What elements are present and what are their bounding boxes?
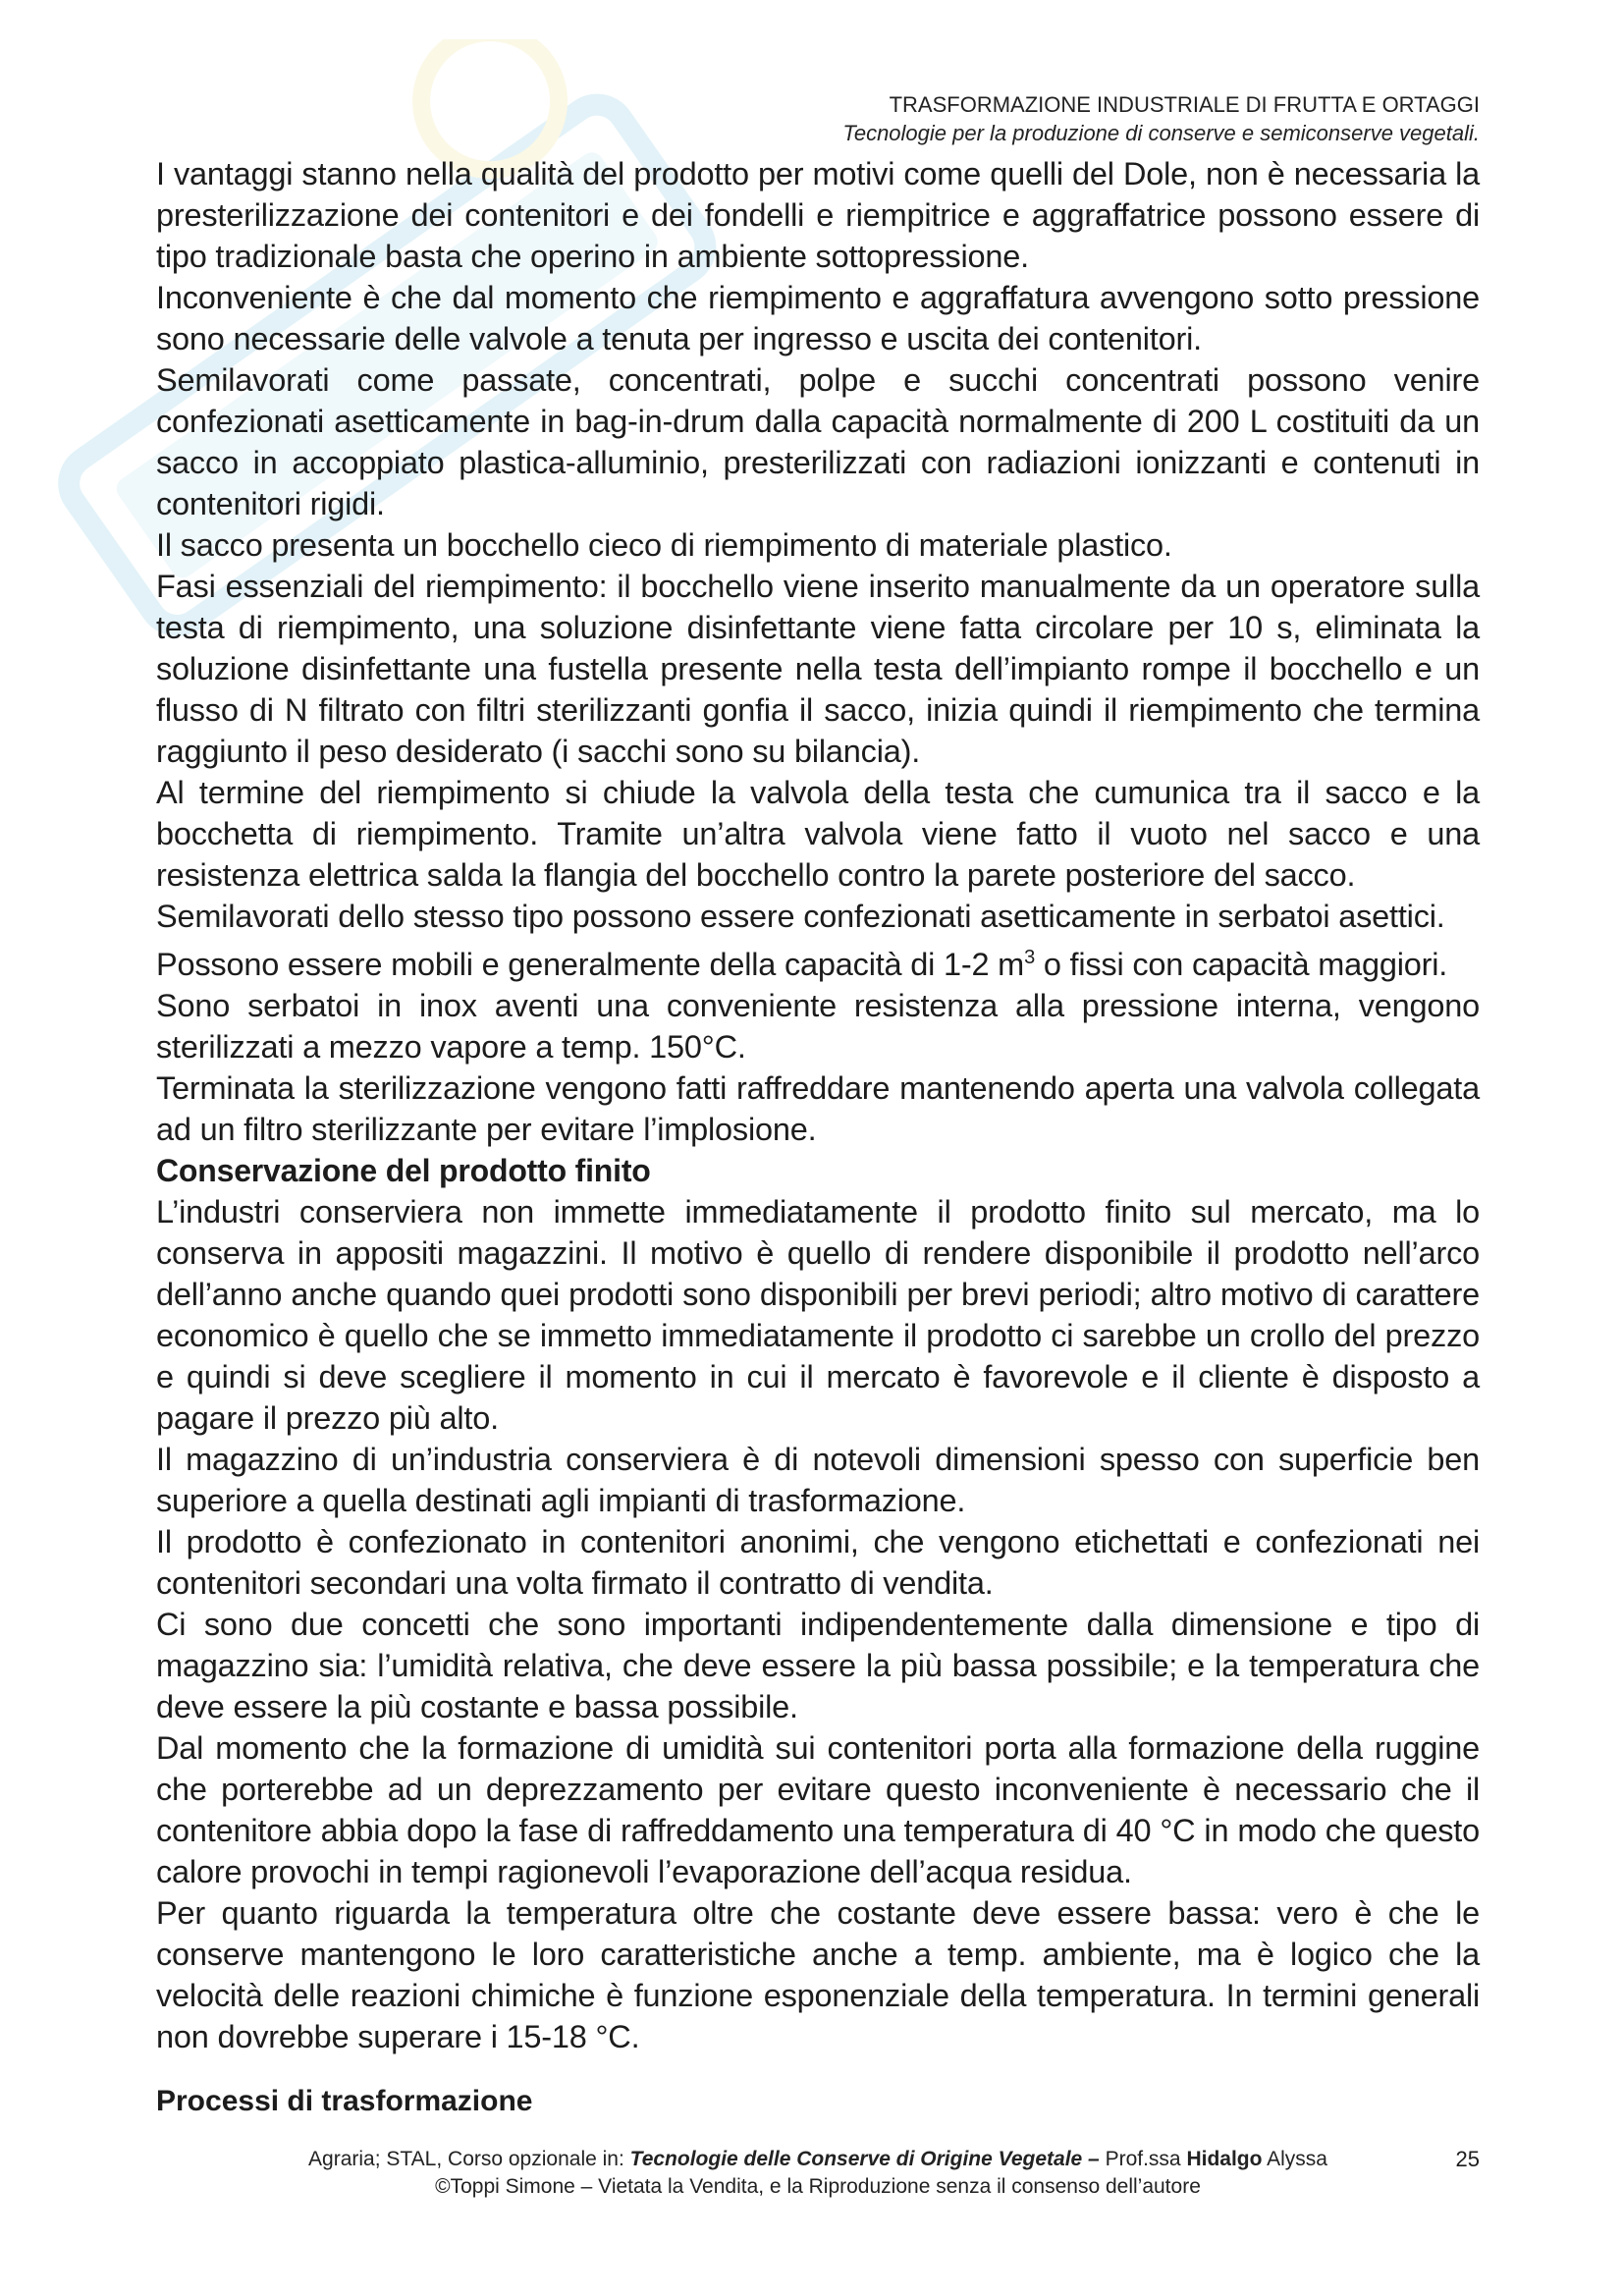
paragraph: Il magazzino di un’industria conserviera è di notevoli dimensioni spesso con superficie ben superiore a quella destinati agli impianti di trasformazione. (156, 1441, 1480, 1518)
paragraph: Semilavorati come passate, concentrati, polpe e succhi concentrati possono venire confezionati asetticamente in bag-in-drum dalla capacità normalmente di 200 L costituiti da un sacco in accoppiato plastica-alluminio, presterilizzati con radiazioni ionizzanti e contenuti in contenitori rigidi. (156, 362, 1480, 521)
paragraph-text: o fissi con capacità maggiori. (1035, 946, 1448, 982)
page-number: 25 (1455, 2147, 1480, 2171)
paragraph: Sono serbatoi in inox aventi una conveniente resistenza alla pressione interna, vengono sterilizzati a mezzo vapore a temp. 150°C. (156, 987, 1480, 1065)
header-subtitle: Tecnologie per la produzione di conserve e semiconserve vegetali. (842, 121, 1480, 145)
paragraph: Terminata la sterilizzazione vengono fatti raffreddare mantenendo aperta una valvola collegata ad un filtro sterilizzante per evitare l’implosione. (156, 1069, 1480, 1147)
paragraph: L’industri conserviera non immette immediatamente il prodotto finito sul mercato, ma lo conserva in appositi magazzini. Il motivo è quello di rendere disponibile il prodotto nell’arco dell’anno anche quando quei prodotti sono disponibili per brevi periodi; altro motivo di carattere economico è quello che se immetto immediatamente il prodotto ci sarebbe un crollo del prezzo e quindi si deve scegliere il momento in cui il mercato è favorevole e il cliente è disposto a pagare il prezzo più alto. (156, 1193, 1480, 1436)
paragraph: Fasi essenziali del riempimento: il bocchello viene inserito manualmente da un operatore sulla testa di riempimento, una soluzione disinfettante viene fatta circolare per 10 s, eliminata la soluzione disinfettante una fustella presente nella testa dell’impianto rompe il bocchello e un flusso di N filtrato con filtri sterilizzanti gonfia il sacco, inizia quindi il riempimento che termina raggiunto il peso desiderato (i sacchi sono su bilancia). (156, 569, 1480, 769)
subheading: Conservazione del prodotto finito (156, 1152, 651, 1188)
paragraph: Il prodotto è confezionato in contenitori anonimi, che vengono etichettati e confezionati nei contenitori secondari una volta firmato il contratto di vendita. (156, 1523, 1480, 1601)
section-title: Processi di trasformazione (156, 2085, 533, 2117)
paragraph: Inconveniente è che dal momento che riempimento e aggraffatura avvengono sotto pressione sono necessarie delle valvole a tenuta per ingresso e uscita dei contenitori. (156, 280, 1480, 356)
paragraph: I vantaggi stanno nella qualità del prodotto per motivi come quelli del Dole, non è necessaria la presterilizzazione dei contenitori e dei fondelli e riempitrice e aggraffatrice possono essere di tipo tradizionale basta che operino in ambiente sottopressione. (156, 156, 1480, 274)
header-title: TRASFORMAZIONE INDUSTRIALE DI FRUTTA E ORTAGGI (889, 92, 1480, 117)
footer-copyright: ©Toppi Simone – Vietata la Vendita, e la Riproduzione senza il consenso dell’autore (435, 2175, 1201, 2198)
running-header (842, 90, 1480, 147)
paragraph: Al termine del riempimento si chiude la valvola della testa che cumunica tra il sacco e la bocchetta di riempimento. Tramite un’altra valvola viene fatto il vuoto nel sacco e una resistenza elettrica salda la flangia del bocchello contro la parete posteriore del sacco. (156, 775, 1480, 893)
footer-course-line (156, 2146, 1480, 2173)
paragraph: Semilavorati dello stesso tipo possono essere confezionati asetticamente in serbatoi asettici. (156, 899, 1445, 934)
paragraph-text: Possono essere mobili e generalmente della capacità di 1-2 m (156, 946, 1025, 982)
paragraph: Dal momento che la formazione di umidità sui contenitori porta alla formazione della ruggine che porterebbe ad un deprezzamento per evitare questo inconveniente è necessario che il contenitore abbia dopo la fase di raffreddamento una temperatura di 40 °C in modo che questo calore provochi in tempi ragionevoli l’evaporazione dell’acqua residua. (156, 1729, 1480, 1889)
footer-prof-title: Prof.ssa (1099, 2148, 1187, 2170)
body-text (156, 153, 1480, 2057)
paragraph: Ci sono due concetti che sono importanti indipendentemente dalla dimensione e tipo di magazzino sia: l’umidità relativa, che deve essere la più bassa possibile; e la temperatura che deve essere la più costante e bassa possibile. (156, 1606, 1480, 1724)
footer-course-name: Tecnologie delle Conserve di Origine Vegetale – (629, 2148, 1100, 2170)
paragraph (156, 937, 1480, 985)
footer-prof-surname: Hidalgo (1186, 2148, 1263, 2170)
footer-prof-name: Alyssa (1262, 2148, 1327, 2170)
superscript: 3 (1024, 947, 1035, 968)
footer-course-prefix: Agraria; STAL, Corso opzionale in: (308, 2148, 630, 2170)
page-footer (156, 2146, 1480, 2201)
paragraph: Per quanto riguarda la temperatura oltre che costante deve essere bassa: vero è che le conserve mantengono le loro caratteristiche anche a temp. ambiente, ma è logico che la velocità delle reazioni chimiche è funzione esponenziale della temperatura. In termini generali non dovrebbe superare i 15-18 °C. (156, 1894, 1480, 2054)
paragraph: Il sacco presenta un bocchello cieco di riempimento di materiale plastico. (156, 527, 1172, 563)
